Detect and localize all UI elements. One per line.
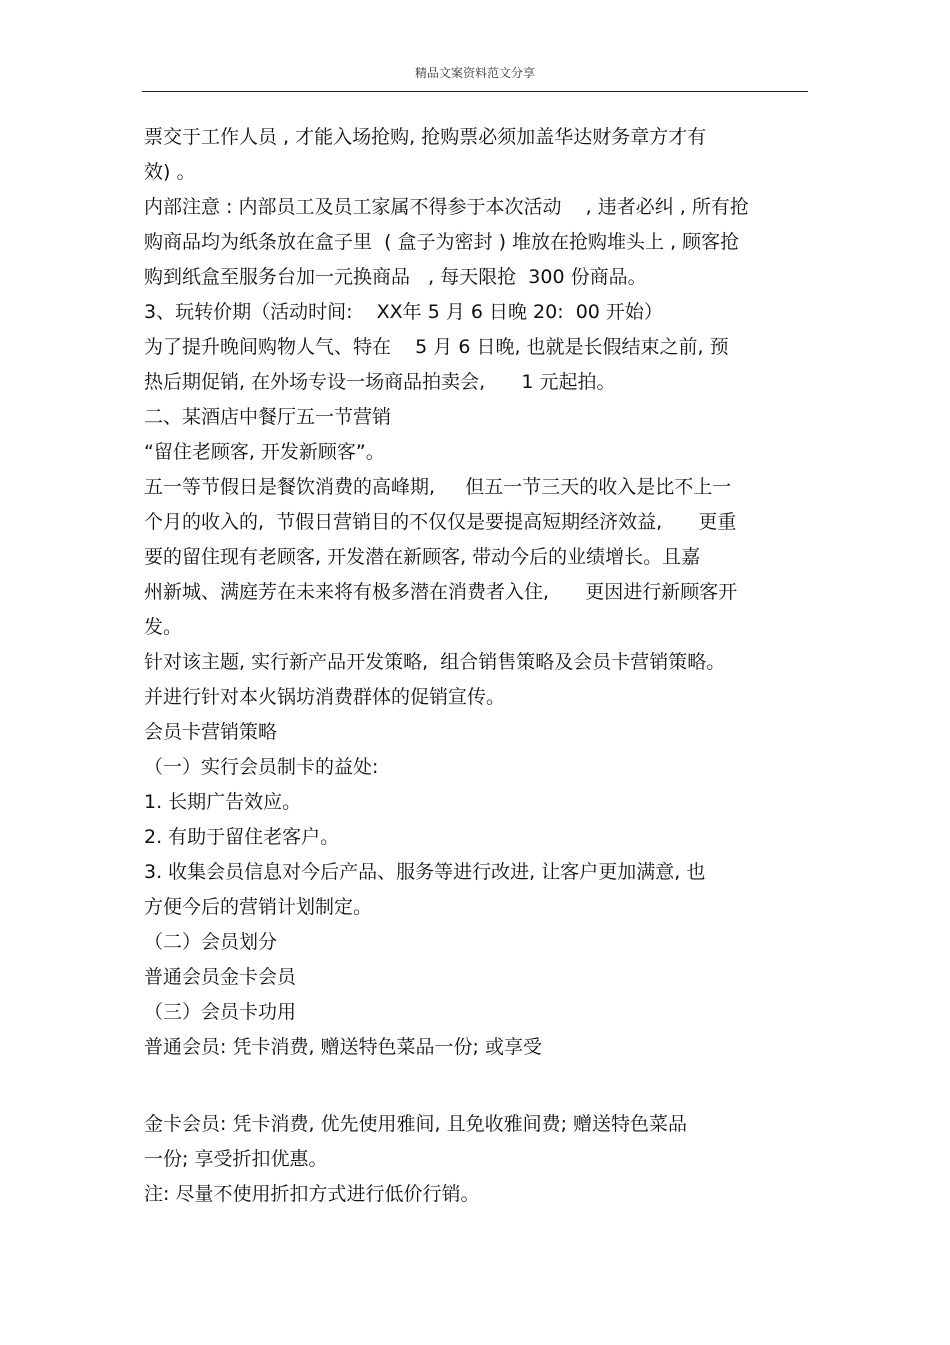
- subsection-item: （二）会员划分: [144, 931, 278, 953]
- note-line: 注: 尽量不使用折扣方式进行低价行销。: [144, 1183, 480, 1205]
- list-item: 1. 长期广告效应。: [144, 791, 302, 813]
- text-line: 3、玩转价期（活动时间: XX年 5 月 6 日晚 20: 00 开始）: [144, 301, 663, 323]
- page-header: 精品文案资料范文分享: [414, 66, 535, 80]
- document-body: [144, 120, 810, 1212]
- text-line: 为了提升晚间购物人气、特在 5 月 6 日晚, 也就是长假结束之前, 预: [144, 336, 729, 358]
- text-line: 针对该主题, 实行新产品开发策略, 组合销售策略及会员卡营销策略。: [144, 651, 726, 673]
- subsection-item: （一）实行会员制卡的益处:: [144, 756, 379, 778]
- text-line: 要的留住现有老顾客, 开发潜在新顾客, 带动今后的业绩增长。且嘉: [144, 546, 701, 568]
- text-line: 金卡会员: 凭卡消费, 优先使用雅间, 且免收雅间费; 赠送特色菜品: [144, 1113, 688, 1135]
- text-line: 普通会员金卡会员: [144, 966, 297, 988]
- text-line: 方便今后的营销计划制定。: [144, 896, 373, 918]
- text-line: 州新城、满庭芳在未来将有极多潜在消费者入住, 更因进行新顾客开: [144, 581, 738, 603]
- blank-line: [144, 1065, 810, 1107]
- text-line: 个月的收入的, 节假日营销目的不仅仅是要提高短期经济效益, 更重: [144, 511, 737, 533]
- text-line: 内部注意 : 内部员工及员工家属不得参于本次活动 , 违者必纠 , 所有抢: [144, 196, 749, 218]
- list-item: 2. 有助于留住老客户。: [144, 826, 340, 848]
- section-heading: 二、某酒店中餐厅五一节营销: [144, 406, 392, 428]
- header-divider: [142, 91, 808, 92]
- subsection-item: （三）会员卡功用: [144, 1001, 297, 1023]
- text-line: 普通会员: 凭卡消费, 赠送特色菜品一份; 或享受: [144, 1036, 542, 1058]
- text-line: 购商品均为纸条放在盒子里 ( 盒子为密封 ) 堆放在抢购堆头上 , 顾客抢: [144, 231, 740, 253]
- text-line: 一份; 享受折扣优惠。: [144, 1148, 328, 1170]
- text-line: 发。: [144, 616, 183, 638]
- text-line: 并进行针对本火锅坊消费群体的促销宣传。: [144, 686, 506, 708]
- text-line: 五一等节假日是餐饮消费的高峰期, 但五一节三天的收入是比不上一: [144, 476, 732, 498]
- slogan-line: “留住老顾客, 开发新顾客”。: [144, 441, 385, 463]
- subsection-heading: 会员卡营销策略: [144, 721, 278, 743]
- text-line: 票交于工作人员 , 才能入场抢购, 抢购票必须加盖华达财务章方才有: [144, 126, 707, 148]
- text-line: 购到纸盒至服务台加一元换商品 , 每天限抢 300 份商品。: [144, 266, 647, 288]
- text-line: 热后期促销, 在外场专设一场商品拍卖会, 1 元起拍。: [144, 371, 616, 393]
- text-line: 效) 。: [144, 161, 196, 183]
- list-item: 3. 收集会员信息对今后产品、服务等进行改进, 让客户更加满意, 也: [144, 861, 706, 883]
